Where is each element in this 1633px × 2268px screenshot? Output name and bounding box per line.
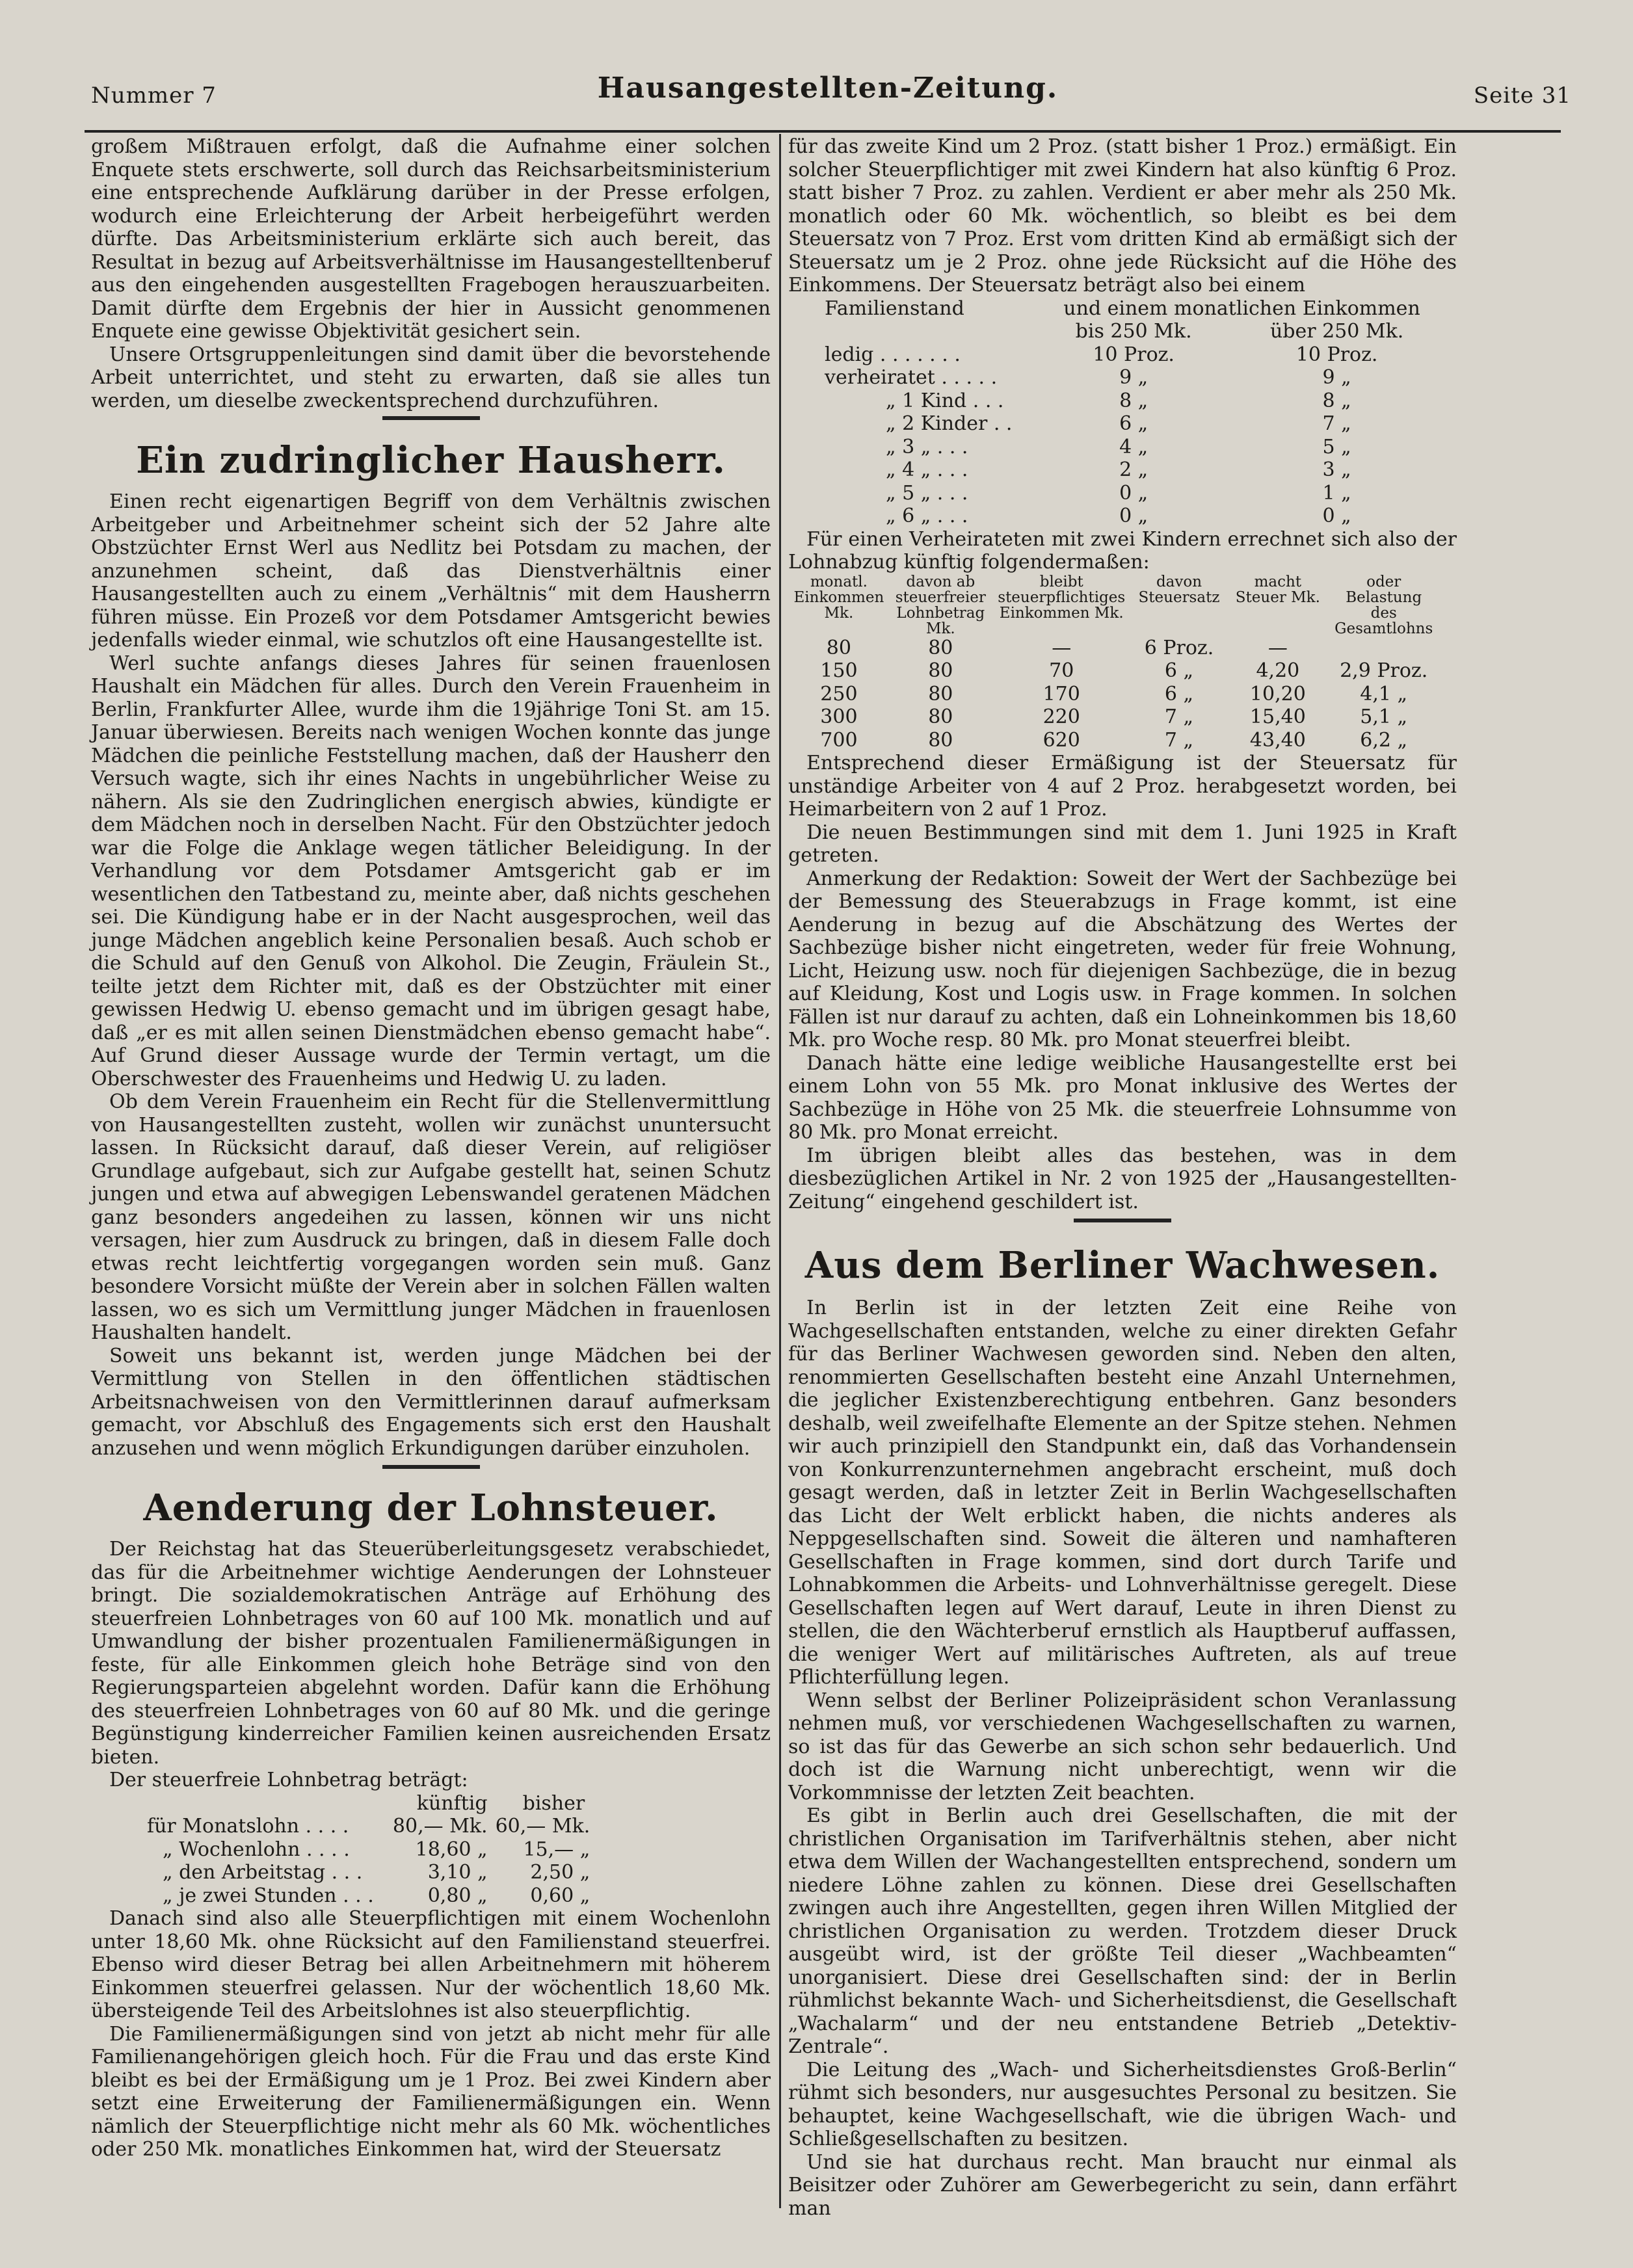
issue-number: Nummer 7 (91, 83, 217, 109)
row-label: „ 6 „ . . . (886, 505, 968, 527)
editorial-note: Anmerkung der Redaktion: Soweit der Wert der Sachbezüge bei der Bemessung des Steuerabzugs in Frage kommt, ist eine Aenderung in bezug auf die Abschätzung des Wertes der Sachbezüge bisher nicht eingetreten, weder für freie Wohnung, Licht, Heizung usw. noch für diejenigen Sachbezüge, die in bezug auf Kleidung, Kost und Logis usw. in Frage kommen. In solchen Fällen ist nur darauf zu achten, daß ein Lohneinkommen bis 18,60 Mk. pro Woche resp. 80 Mk. pro Monat steuerfrei bleibt. (788, 867, 1457, 1051)
paragraph: Und sie hat durchaus recht. Man braucht nur einmal als Beisitzer oder Zuhörer am Gewerbegericht zu sein, dann erfährt man (788, 2150, 1457, 2220)
cell: 6 „ (1119, 412, 1148, 435)
section-separator (382, 1465, 480, 1469)
page-number: Seite 31 (1473, 83, 1571, 109)
cell: — (1052, 636, 1072, 659)
paragraph: Einen recht eigenartigen Begriff von dem Verhältnis zwischen Arbeitgeber und Arbeitnehmer scheint sich der 52 Jahre alte Obstzüchter Ernst Werl aus Nedlitz bei Potsdam zu machen, der anzunehmen scheint, daß das Dienstverhältnis einer Hausangestellten auch zu einem „Verhältnis“ mit dem Hausherrn führen müsse. Ein Prozeß vor dem Potsdamer Amtsgericht bewies jedenfalls wieder einmal, wie schutzlos oft eine Hausangestellte ist. (91, 490, 771, 652)
cell: 220 (1042, 705, 1080, 728)
column-header: macht Steuer Mk. (1235, 573, 1320, 606)
column-header: künftig (416, 1791, 488, 1815)
cell: 2 „ (1119, 458, 1148, 481)
article-title: Aenderung der Lohnsteuer. (143, 1486, 719, 1529)
table-row (788, 637, 1439, 660)
paragraph: Soweit uns bekannt ist, werden junge Mädchen bei der Vermittlung von Stellen in den öffentlichen städtischen Arbeitsnachweisen von den Vermittlerinnen darauf aufmerksam gemacht, vor Abschluß des Engagements sich erst den Haushalt anzusehen und wenn möglich Erkundigungen darüber einzuholen. (91, 1344, 771, 1460)
paragraph: Entsprechend dieser Ermäßigung ist der Steuersatz für unständige Arbeiter von 4 auf 2 Proz. herabgesetzt worden, bei Heimarbeitern von 2 auf 1 Proz. (788, 752, 1457, 821)
paragraph: Werl suchte anfangs dieses Jahres für seinen frauenlosen Haushalt ein Mädchen für alles. Durch den Verein Frauenheim in Berlin, Frankfurter Allee, wurde ihm die 19jährige Toni St. am 15. Januar überwiesen. Bereits nach wenigen Wochen konnte das junge Mädchen die peinliche Feststellung machen, daß der Hausherr den Versuch wagte, sich ihr eines Nachts in ungebührlicher Weise zu nähern. Als sie den Zudringlichen energisch abwies, kündigte er dem Mädchen noch in derselben Nacht. Für den Obstzüchter jedoch war die Folge die Anklage wegen tätlicher Beleidigung. In der Verhandlung vor dem Potsdamer Amtsgericht gab er im wesentlichen den Tatbestand zu, meinte aber, daß nichts geschehen sei. Die Kündigung habe er in der Nacht ausgesprochen, weil das junge Mädchen angeblich keine Personalien besaß. Auch schob er die Schuld auf den Genuß von Alkohol. Die Zeugin, Fräulein St., teilte jetzt dem Richter mit, daß es der Obstzüchter mit einer gewissen Hedwig U. ebenso gemacht und im übrigen gesagt habe, daß „er es mit allen seinen Dienstmädchen ebenso gemacht habe“. Auf Grund dieser Aussage wurde der Termin vertagt, um die Oberschwester des Frauenheims und Hedwig U. zu laden. (91, 652, 771, 1090)
table-row (821, 505, 1445, 528)
paragraph: Die Leitung des „Wach- und Sicherheitsdienstes Groß-Berlin“ rühmt sich besonders, nur ausgesuchtes Personal zu besitzen. Sie behauptet, keine Wachgesellschaft, wie die übrigen Wach- und Schließgesellschaften zu besitzen. (788, 2058, 1457, 2150)
cell: 60,— Mk. (495, 1815, 591, 1838)
page-header (85, 72, 1571, 116)
table-row (821, 366, 1445, 389)
paragraph: Danach sind also alle Steuerpflichtigen mit einem Wochenlohn unter 18,60 Mk. ohne Rücksicht auf den Familienstand steuerfrei. Ebenso wird dieser Betrag bei allen Arbeitnehmern mit höherem Einkommen steuerfrei gelassen. Nur der wöchentlich 18,60 Mk. übersteigende Teil des Arbeitslohnes ist also steuerpflichtig. (91, 1907, 771, 2022)
row-label: „ 2 Kinder . . (886, 412, 1013, 435)
cell: 0 „ (1322, 505, 1351, 527)
cell: 2,50 „ (530, 1861, 591, 1884)
newspaper-title: Hausangestellten-Zeitung. (597, 72, 1059, 105)
cell: 80 (928, 705, 953, 728)
section-separator (382, 416, 480, 420)
paragraph: Die Familienermäßigungen sind von jetzt ab nicht mehr für alle Familienangehörigen gleich hoch. Für die Frau und das erste Kind bleibt es bei der Ermäßigung um je 1 Proz. Bei zwei Kindern aber setzt eine Erweiterung der Familienermäßigungen ein. Wenn nämlich der Steuerpflichtige nicht mehr als 60 Mk. wöchentliches oder 250 Mk. monatliches Einkommen hat, wird der Steuersatz (91, 2022, 771, 2161)
cell: 5 „ (1322, 435, 1351, 458)
column-header: bleibt steuerpflichtiges Einkommen Mk. (998, 573, 1126, 622)
cell: 700 (820, 728, 858, 752)
cell: 0,60 „ (530, 1884, 591, 1907)
table-row (788, 729, 1439, 752)
cell: 4 „ (1119, 435, 1148, 458)
table-row (821, 436, 1445, 459)
column-header: bisher (522, 1791, 585, 1815)
cell: 80 (928, 659, 953, 682)
table-header-row (821, 320, 1445, 343)
cell: 10 Proz. (1093, 343, 1175, 366)
table-row (821, 343, 1445, 367)
cell: 2,9 Proz. (1340, 659, 1428, 682)
row-label: ledig . . . . . . . (825, 343, 961, 366)
cell: 1 „ (1322, 481, 1351, 505)
table-row (143, 1815, 594, 1838)
cell: 80 (826, 636, 851, 659)
cell: — (1268, 636, 1288, 659)
paragraph: Im übrigen bleibt alles das bestehen, was in dem diesbezüglichen Artikel in Nr. 2 von 1925 der „Hausangestellten-Zeitung“ eingehend geschildert ist. (788, 1144, 1457, 1213)
cell: 6 „ (1164, 659, 1194, 682)
table-row (143, 1884, 594, 1908)
cell: 4,20 (1256, 659, 1300, 682)
column-header: monatl. Einkommen Mk. (793, 573, 884, 622)
tax-rate-table (821, 297, 1445, 528)
table-header-row (143, 1792, 594, 1815)
column-header: davon Steuersatz (1138, 573, 1220, 606)
cell: 80 (928, 728, 953, 752)
column-header: und einem monatlichen Einkommen (1063, 297, 1420, 320)
table-row (788, 659, 1439, 683)
cell: 15,40 (1249, 705, 1306, 728)
table-row (821, 458, 1445, 482)
cell: 170 (1042, 682, 1080, 705)
cell: 43,40 (1249, 728, 1306, 752)
cell: 9 „ (1322, 366, 1351, 389)
right-column (788, 135, 1457, 2220)
paragraph: Wenn selbst der Berliner Polizeipräsident schon Veranlassung nehmen muß, vor verschiedenen Wachgesellschaften zu warnen, so ist das für das Gewerbe an sich schon sehr bedauerlich. Und doch ist die Warnung nicht unberechtigt, wenn wir die Vorkommnisse der letzten Zeit beachten. (788, 1689, 1457, 1804)
row-label: für Monatslohn . . . . (147, 1815, 349, 1838)
continued-paragraph: für das zweite Kind um 2 Proz. (statt bisher 1 Proz.) ermäßigt. Ein solcher Steuerpflichtiger mit zwei Kindern hat also künftig 6 Proz. statt bisher 7 Proz. zu zahlen. Verdient er aber mehr als 250 Mk. monatlich oder 60 Mk. wöchentlich, so bleibt es bei dem Steuersatz von 7 Proz. Erst vom dritten Kind ab ermäßigt sich der Steuersatz um je 2 Proz. ohne jede Rücksicht auf die Höhe des Einkommens. Der Steuersatz beträgt also bei einem (788, 135, 1457, 297)
row-label: „ 4 „ . . . (886, 458, 968, 481)
cell: 250 (820, 682, 858, 705)
column-header: Familienstand (825, 297, 964, 320)
column-header: davon ab steuerfreier Lohnbetrag Mk. (895, 573, 986, 637)
wage-deduction-table (788, 574, 1439, 752)
paragraph: Es gibt in Berlin auch drei Gesellschaften, die mit der christlichen Organisation im Tarifverhältnis stehen, aber nicht etwa dem Willen der Wachangestellten entsprechend, sondern um niedere Löhne zahlen zu können. Diese drei Gesellschaften zwingen auch ihre Angestellten, gegen ihren Willen Mitglied der christlichen Organisation zu werden. Trotzdem dieser Druck ausgeübt wird, ist der größte Teil dieser „Wachbeamten“ unorganisiert. Diese drei Gesellschaften sind: der in Berlin rühmlichst bekannte Wach- und Sicherheitsdienst, die Gesellschaft „Wachalarm“ und der neu entstandene Betrieb „Detektiv-Zentrale“. (788, 1804, 1457, 2058)
cell: 4,1 „ (1360, 682, 1408, 705)
row-label: „ den Arbeitstag . . . (163, 1861, 363, 1884)
cell: 0 „ (1119, 505, 1148, 527)
cell: 6 „ (1164, 682, 1194, 705)
table-row (143, 1861, 594, 1884)
table-row (788, 705, 1439, 729)
column-subheader: über 250 Mk. (1269, 320, 1404, 343)
paragraph: Die neuen Bestimmungen sind mit dem 1. Juni 1925 in Kraft getreten. (788, 821, 1457, 867)
row-label: „ Wochenlohn . . . . (163, 1838, 350, 1861)
cell: 300 (820, 705, 858, 728)
cell: 80 (928, 682, 953, 705)
continued-paragraph: großem Mißtrauen erfolgt, daß die Aufnahme einer solchen Enquete stets erschwerte, soll durch das Reichsarbeitsministerium eine entsprechende Aufklärung darüber in der Presse erfolgen, wodurch eine Erleichterung der Arbeit herbeigeführt werden dürfte. Das Arbeitsministerium erklärte sich auch bereit, das Resultat in bezug auf Arbeitsverhältnisse im Hausangestelltenberuf aus den eingehenden ausgestellten Fragebogen herauszuarbeiten. Damit dürfte dem Ergebnis der hier in Aussicht genommenen Enquete eine gewisse Objektivität gesichert sein. (91, 135, 771, 343)
cell: 80,— Mk. (392, 1815, 488, 1838)
table-header-row (821, 297, 1445, 321)
cell: 10 Proz. (1295, 343, 1378, 366)
cell: 3 „ (1322, 458, 1351, 481)
cell: 7 „ (1164, 728, 1194, 752)
cell: 8 „ (1119, 389, 1148, 412)
row-label: verheiratet . . . . . (825, 366, 998, 389)
cell: 620 (1042, 728, 1080, 752)
cell: 10,20 (1249, 682, 1306, 705)
paragraph: Ob dem Verein Frauenheim ein Recht für die Stellenvermittlung von Hausangestellten zusteht, wollen wir zunächst ununtersucht lassen. In Rücksicht darauf, daß dieser Verein, auf religiöser Grundlage aufgebaut, sich zur Aufgabe gestellt hat, seinen Schutz jungen und etwa auf abwegigen Lebenswandel geratenen Mädchen ganz besonders angedeihen zu lassen, können wir uns nicht versagen, hier zum Ausdruck zu bringen, daß in diesem Falle doch etwas recht leichtfertig vorgegangen worden sein muß. Ganz besondere Vorsicht müßte der Verein aber in solchen Fällen walten lassen, wo es sich um Vermittlung junger Mädchen in frauenlosen Haushalten handelt. (91, 1090, 771, 1344)
table-row (788, 683, 1439, 706)
article-title: Ein zudringlicher Hausherr. (136, 439, 726, 482)
tax-free-table (143, 1792, 594, 1908)
cell: 0 „ (1119, 481, 1148, 505)
cell: 0,80 „ (427, 1884, 488, 1907)
cell: 18,60 „ (415, 1838, 488, 1861)
header-rule (85, 130, 1561, 133)
article-title: Aus dem Berliner Wachwesen. (804, 1244, 1440, 1287)
cell: 8 „ (1322, 389, 1351, 412)
table-row (821, 482, 1445, 505)
cell: 150 (820, 659, 858, 682)
table-header-row (788, 574, 1439, 637)
column-subheader: bis 250 Mk. (1075, 320, 1192, 343)
section-separator (1074, 1219, 1171, 1222)
left-column (91, 135, 771, 2161)
row-label: „ 5 „ . . . (886, 481, 968, 505)
column-header: oder Belastung des Gesamtlohns (1334, 573, 1433, 637)
cell: 80 (928, 636, 953, 659)
cell: 70 (1049, 659, 1074, 682)
paragraph: Unsere Ortsgruppenleitungen sind damit über die bevorstehende Arbeit unterrichtet, und steht zu erwarten, daß sie alles tun werden, um dieselbe zweckentsprechend durchzuführen. (91, 343, 771, 412)
cell: 7 „ (1164, 705, 1194, 728)
row-label: „ je zwei Stunden . . . (163, 1884, 374, 1907)
cell: 3,10 „ (427, 1861, 488, 1884)
table-row (821, 389, 1445, 413)
paragraph: Der Reichstag hat das Steuerüberleitungsgesetz verabschiedet, das für die Arbeitnehmer wichtige Aenderungen der Lohnsteuer bringt. Die sozialdemokratischen Anträge auf Erhöhung des steuerfreien Lohnbetrages von 60 auf 100 Mk. monatlich und auf Umwandlung der bisher prozentualen Familienermäßigungen in feste, für alle Einkommen gleich hohe Beträge sind von den Regierungsparteien abgelehnt worden. Dafür kann die Erhöhung des steuerfreien Lohnbetrages von 60 auf 80 Mk. und die geringe Begünstigung kinderreicher Familien keinen ausreichenden Ersatz bieten. (91, 1538, 771, 1769)
cell: 6,2 „ (1360, 728, 1408, 752)
cell: 6 Proz. (1144, 636, 1214, 659)
cell: 5,1 „ (1360, 705, 1408, 728)
cell (1329, 637, 1439, 660)
cell: 9 „ (1119, 366, 1148, 389)
paragraph: Der steuerfreie Lohnbetrag beträgt: (109, 1769, 468, 1791)
paragraph: Danach hätte eine ledige weibliche Hausangestellte erst bei einem Lohn von 55 Mk. pro Monat inklusive des Wertes der Sachbezüge in Höhe von 25 Mk. die steuerfreie Lohnsumme von 80 Mk. pro Monat erreicht. (788, 1051, 1457, 1144)
row-label: „ 3 „ . . . (886, 435, 968, 458)
table-row (821, 412, 1445, 436)
row-label: „ 1 Kind . . . (886, 389, 1004, 412)
column-divider (779, 134, 781, 2208)
cell: 7 „ (1322, 412, 1351, 435)
paragraph: Für einen Verheirateten mit zwei Kindern errechnet sich also der Lohnabzug künftig folgendermaßen: (788, 527, 1457, 574)
cell: 15,— „ (523, 1838, 591, 1861)
paragraph: In Berlin ist in der letzten Zeit eine Reihe von Wachgesellschaften entstanden, welche zu einer direkten Gefahr für das Berliner Wachwesen geworden sind. Neben den alten, renommierten Gesellschaften besteht eine Anzahl Unternehmen, die jeglicher Existenzberechtigung entbehren. Ganz besonders deshalb, weil zweifelhafte Elemente an der Spitze stehen. Nehmen wir auch prinzipiell den Standpunkt ein, daß das Vorhandensein von Konkurrenzunternehmen angebracht erscheint, muß doch gesagt werden, daß in letzter Zeit in Berlin Wachgesellschaften das Licht der Welt erblickt haben, die nichts anderes als Neppgesellschaften sind. Soweit die älteren und namhafteren Gesellschaften in Frage kommen, sind dort durch Tarife und Lohnabkommen die Arbeits- und Lohnverhältnisse geregelt. Diese Gesellschaften legen auf Wert darauf, Leute in ihren Dienst zu stellen, die den Wächterberuf ernstlich als Hauptberuf auffassen, die weniger Wert auf militärisches Auftreten, als auf treue Pflichterfüllung legen. (788, 1297, 1457, 1689)
table-row (143, 1838, 594, 1862)
